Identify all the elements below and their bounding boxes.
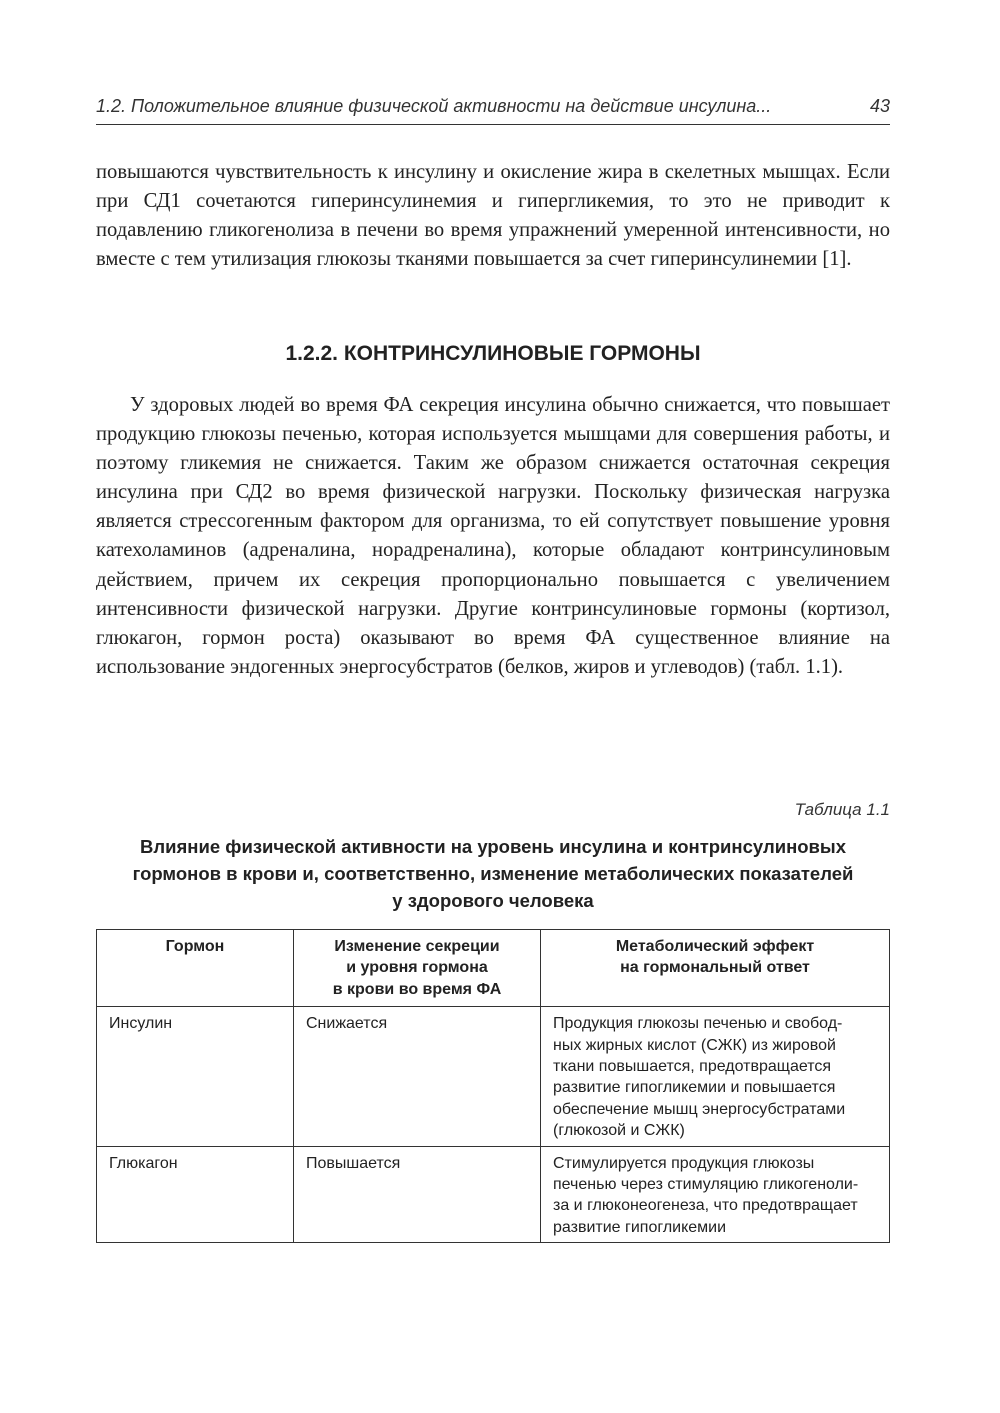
table-row bbox=[97, 1146, 890, 1243]
hormone-table bbox=[96, 929, 890, 1243]
table-row bbox=[97, 1007, 890, 1146]
cell-change: Повышается bbox=[294, 1146, 541, 1243]
body-paragraph-1: повышаются чувствительность к инсулину и окисление жира в скелетных мышцах. Если при СД1 сочетаются гиперинсулинемия и гипергликемия, то это не приводит к подавлению гликогенолиза в печени во время упражнений умеренной интенсивности, но вместе с тем утилизация глюкозы тканями повышается за счет гиперинсулинемии [1]. bbox=[96, 161, 890, 271]
cell-effect: Стимулируется продукция глюкозы печенью через стимуляцию гликогеноли- за и глюконеогенеза, что предотвращает развитие гипогликемии bbox=[541, 1146, 890, 1243]
header-effect: Метаболический эффект на гормональный ответ bbox=[541, 930, 890, 1007]
cell-hormone: Инсулин bbox=[97, 1007, 294, 1146]
table-header-row bbox=[97, 930, 890, 1007]
running-header bbox=[96, 94, 890, 125]
table-label: Таблица 1.1 bbox=[794, 800, 890, 819]
cell-effect: Продукция глюкозы печенью и свобод- ных жирных кислот (СЖК) из жировой ткани повышается, предотвращается развитие гипогликемии и повышается обеспечение мышц энергосубстратами (глюкозой и СЖК) bbox=[541, 1007, 890, 1146]
page-number: 43 bbox=[869, 96, 890, 116]
table-caption-line: Влияние физической активности на уровень инсулина и контринсулиновых bbox=[140, 836, 846, 857]
header-secretion: Изменение секреции и уровня гормона в крови во время ФА bbox=[294, 930, 541, 1007]
table-caption-line: гормонов в крови и, соответственно, изменение метаболических показателей bbox=[132, 863, 854, 884]
body-paragraph-2: У здоровых людей во время ФА секреция инсулина обычно снижается, что повышает продукцию глюкозы печенью, которая используется мышцами для совершения работы, и поэтому гликемия не снижается. Таким же образом снижается остаточная секреция инсулина при СД2 во время физической нагрузки. Поскольку физическая нагрузка является стрессогенным фактором для организма, то ей сопутствует повышение уровня катехоламинов (адреналина, норадреналина), которые обладают контринсулиновым действием, причем их секреция пропорционально повышается с увеличением интенсивности физической нагрузки. Другие контринсулиновые гормоны (кортизол, глюкагон, гормон роста) оказывают во время ФА существенное влияние на использование эндогенных энергосубстратов (белков, жиров и углеводов) (табл. 1.1). bbox=[96, 394, 890, 678]
header-hormone: Гормон bbox=[97, 930, 294, 1007]
cell-change: Снижается bbox=[294, 1007, 541, 1146]
running-title: 1.2. Положительное влияние физической активности на действие инсулина... bbox=[96, 96, 772, 116]
section-heading: 1.2.2. КОНТРИНСУЛИНОВЫЕ ГОРМОНЫ bbox=[285, 342, 701, 365]
cell-hormone: Глюкагон bbox=[97, 1146, 294, 1243]
table-caption bbox=[96, 833, 890, 914]
table-caption-line: у здорового человека bbox=[392, 890, 594, 911]
